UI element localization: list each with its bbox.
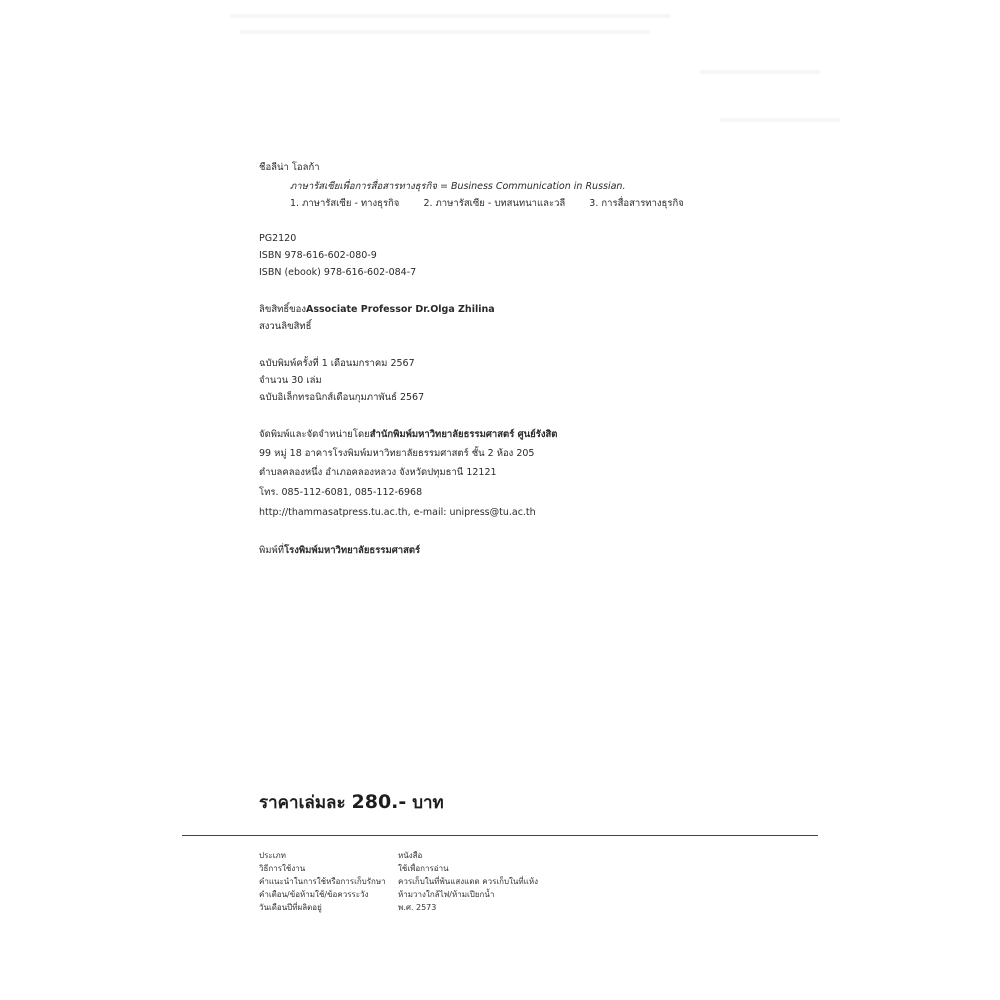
publisher-web: http://thammasatpress.tu.ac.th, e-mail: unipress@tu.ac.th — [259, 507, 536, 518]
cip-subject: 2. ภาษารัสเซีย - บทสนทนาและวลี — [423, 198, 566, 209]
footer-value: ใช้เพื่อการอ่าน — [398, 864, 449, 873]
copyright-label: ลิขสิทธิ์ของ — [259, 304, 307, 315]
printer-label: พิมพ์ที่ — [259, 545, 285, 556]
first-print: ฉบับพิมพ์ครั้งที่ 1 เดือนมกราคม 2567 — [259, 358, 415, 369]
isbn-print: ISBN 978-616-602-080-9 — [259, 250, 377, 261]
isbn-ebook: ISBN (ebook) 978-616-602-084-7 — [259, 267, 417, 278]
bleed-through-mark — [230, 14, 670, 18]
publisher-phone: โทร. 085-112-6081, 085-112-6968 — [259, 487, 423, 498]
footer-label: วันเดือนปีที่ผลิตอยู่ — [259, 903, 322, 912]
bleed-through-mark — [240, 30, 650, 34]
footer-label: คำแนะนำในการใช้หรือการเก็บรักษา — [259, 877, 386, 886]
publisher-line — [259, 429, 557, 441]
cip-title: ภาษารัสเซียเพื่อการสื่อสารทางธุรกิจ = Business Communication in Russian. — [290, 181, 626, 192]
footer-label: ประเภท — [259, 851, 286, 860]
cip-subject: 1. ภาษารัสเซีย - ทางธุรกิจ — [290, 198, 400, 209]
cip-subject: 3. การสื่อสารทางธุรกิจ — [589, 198, 684, 209]
print-run: จำนวน 30 เล่ม — [259, 375, 322, 386]
footer-labels — [259, 849, 386, 914]
footer-value: หนังสือ — [398, 851, 423, 860]
publisher-name: สำนักพิมพ์มหาวิทยาลัยธรรมศาสตร์ ศูนย์รังสิต — [369, 429, 558, 440]
footer-divider — [182, 835, 818, 836]
printer-name: โรงพิมพ์มหาวิทยาลัยธรรมศาสตร์ — [284, 545, 421, 556]
publisher-label: จัดพิมพ์และจัดจำหน่ายโดย — [259, 429, 370, 440]
footer-label: วิธีการใช้งาน — [259, 864, 306, 873]
cip-author: ชือลีน่า โอลก้า — [259, 162, 320, 173]
footer-label: คำเตือน/ข้อห้ามใช้/ข้อควรระวัง — [259, 890, 369, 899]
footer-value: ห้ามวางใกล้ไฟ/ห้ามเปียกน้ำ — [398, 890, 495, 899]
printer-line — [259, 545, 420, 557]
publisher-address-2: ตำบลคลองหนึ่ง อำเภอคลองหลวง จังหวัดปทุมธานี 12121 — [259, 467, 497, 478]
call-number: PG2120 — [259, 233, 297, 244]
rights-reserved: สงวนลิขสิทธิ์ — [259, 321, 312, 332]
copyright-line — [259, 304, 495, 316]
footer-value: ควรเก็บในที่พ้นแสงแดด ควรเก็บในที่แห้ง — [398, 877, 539, 886]
price-amount: 280.- — [351, 791, 407, 813]
footer-value: พ.ศ. 2573 — [398, 903, 437, 912]
bleed-through-mark — [720, 118, 840, 122]
ebook-edition: ฉบับอิเล็กทรอนิกส์เดือนกุมภาพันธ์ 2567 — [259, 392, 425, 403]
price-line — [259, 789, 444, 816]
bleed-through-mark — [700, 70, 820, 74]
price-unit: บาท — [412, 793, 444, 813]
price-label: ราคาเล่มละ — [259, 793, 346, 813]
publisher-address-1: 99 หมู่ 18 อาคารโรงพิมพ์มหาวิทยาลัยธรรมศาสตร์ ชั้น 2 ห้อง 205 — [259, 448, 535, 459]
footer-values — [398, 849, 538, 914]
copyright-owner: Associate Professor Dr.Olga Zhilina — [306, 304, 495, 315]
cip-subjects — [290, 198, 684, 210]
